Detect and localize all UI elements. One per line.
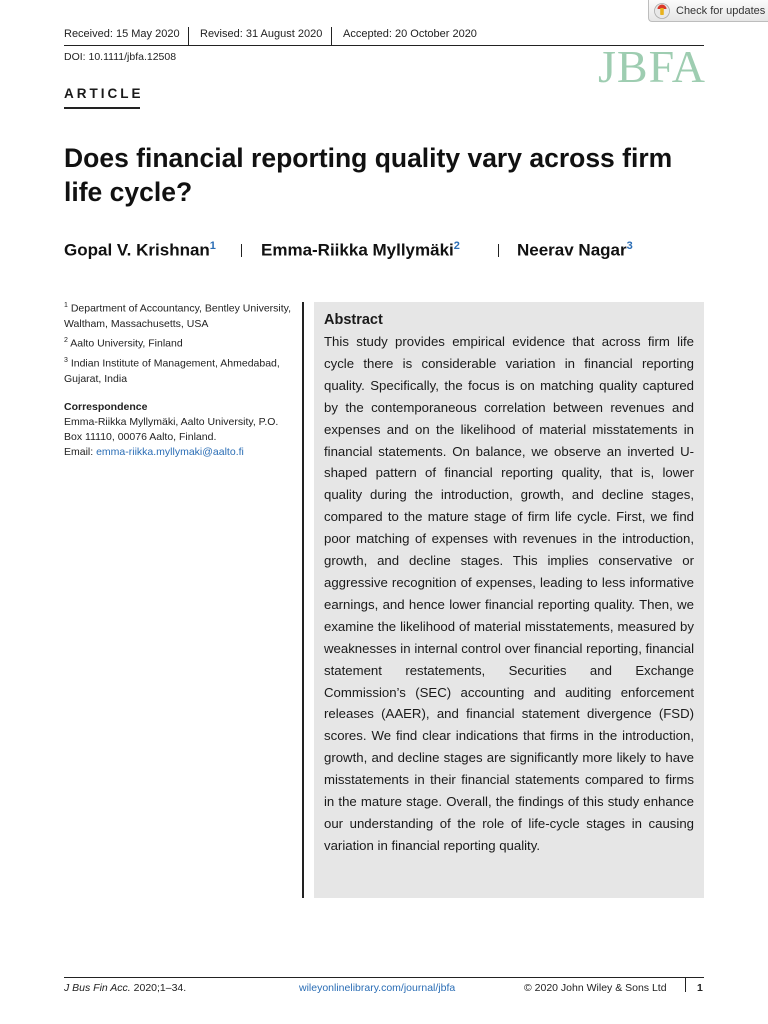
author-affiliation-link[interactable]: 2	[453, 240, 460, 252]
revised-date: Revised: 31 August 2020	[200, 28, 323, 40]
check-for-updates-button[interactable]	[648, 0, 768, 22]
section-underline	[64, 107, 140, 109]
paper-title: Does financial reporting quality vary across firm life cycle?	[64, 143, 673, 207]
abstract-text: This study provides empirical evidence that across firm life cycle there is considerable variation in financial reporting quality. Specifically, the focus is on matching quality captured by the contemporaneous correlation between revenues and expenses and on the likelihood of material misstatements in financial statements. On balance, we observe an inverted U-shaped pattern of financial reporting quality, that is, lower quality during the introduction, growth, and decline stages, compared to the mature stage of firm life cycle. First, we find poor matching of expenses with revenues in the introduction, growth, and decline stages. This implies conservative or aggressive recognition of expenses, leading to less informative earnings, and hence lower financial reporting quality. Then, we examine the likelihood of material misstatements, measured by weaknesses in internal control over financial reporting, financial statement restatements, Securities and Exchange Commission’s (SEC) accounting and auditing enforcement releases (AAER), and financial statement divergence (FSD) scores. We find clear indications that firms in the introduction, growth, and decline stages are significantly more likely to have misstatements in their financial statements compared to firms in the mature stage. Overall, the findings of this study enhance our understanding of the role of life-cycle stages in causing variation in financial reporting quality.	[324, 334, 694, 853]
section-label: ARTICLE	[64, 86, 144, 101]
affiliation	[64, 353, 296, 387]
correspondence-email-line	[64, 445, 292, 460]
affiliation-text: Aalto University, Finland	[70, 337, 183, 350]
accepted-date: Accepted: 20 October 2020	[343, 28, 477, 40]
affiliation-number: 3	[64, 357, 68, 364]
author	[64, 240, 216, 261]
affiliation-text: Indian Institute of Management, Ahmedabad, Gujarat, India	[64, 357, 280, 385]
correspondence-heading: Correspondence	[64, 401, 148, 413]
doi: DOI: 10.1111/jbfa.12508	[64, 51, 177, 63]
page-number: 1	[697, 982, 703, 994]
abstract-box	[314, 302, 704, 898]
check-updates-label: Check for updates	[676, 4, 766, 17]
divider	[685, 978, 686, 992]
author-name: Neerav Nagar	[517, 240, 627, 260]
divider	[331, 27, 332, 45]
author	[261, 240, 460, 261]
author-affiliation-link[interactable]: 3	[626, 240, 633, 252]
email-link[interactable]: emma-riikka.myllymaki@aalto.fi	[96, 446, 244, 458]
author-affiliation-link[interactable]: 1	[209, 240, 216, 252]
email-label: Email:	[64, 446, 97, 458]
footer-volume: 2020;1–34.	[130, 982, 187, 994]
divider	[188, 27, 189, 45]
affiliation	[64, 298, 294, 332]
affiliation-text: Department of Accountancy, Bentley University, Waltham, Massachusetts, USA	[64, 302, 292, 330]
column-divider	[302, 302, 304, 898]
author-name: Gopal V. Krishnan	[64, 240, 210, 260]
affiliation-number: 2	[64, 337, 68, 344]
affiliation-number: 1	[64, 302, 68, 309]
footer-citation	[64, 982, 186, 994]
author-separator	[241, 244, 242, 257]
footer-journal: J Bus Fin Acc.	[64, 982, 131, 994]
correspondence	[64, 400, 292, 460]
check-updates-icon	[654, 3, 670, 19]
author-separator	[498, 244, 499, 257]
copyright: © 2020 John Wiley & Sons Ltd	[524, 982, 667, 994]
author-name: Emma-Riikka Myllymäki	[261, 240, 454, 260]
received-date: Received: 15 May 2020	[64, 28, 180, 40]
author	[517, 240, 633, 261]
abstract-heading: Abstract	[324, 312, 383, 328]
journal-url-link[interactable]: wileyonlinelibrary.com/journal/jbfa	[299, 982, 456, 994]
footer-rule	[64, 977, 704, 978]
journal-logo: JBFA	[598, 41, 706, 92]
correspondence-address: Emma-Riikka Myllymäki, Aalto University, P.O. Box 11110, 00076 Aalto, Finland.	[64, 416, 279, 443]
affiliation	[64, 333, 294, 352]
